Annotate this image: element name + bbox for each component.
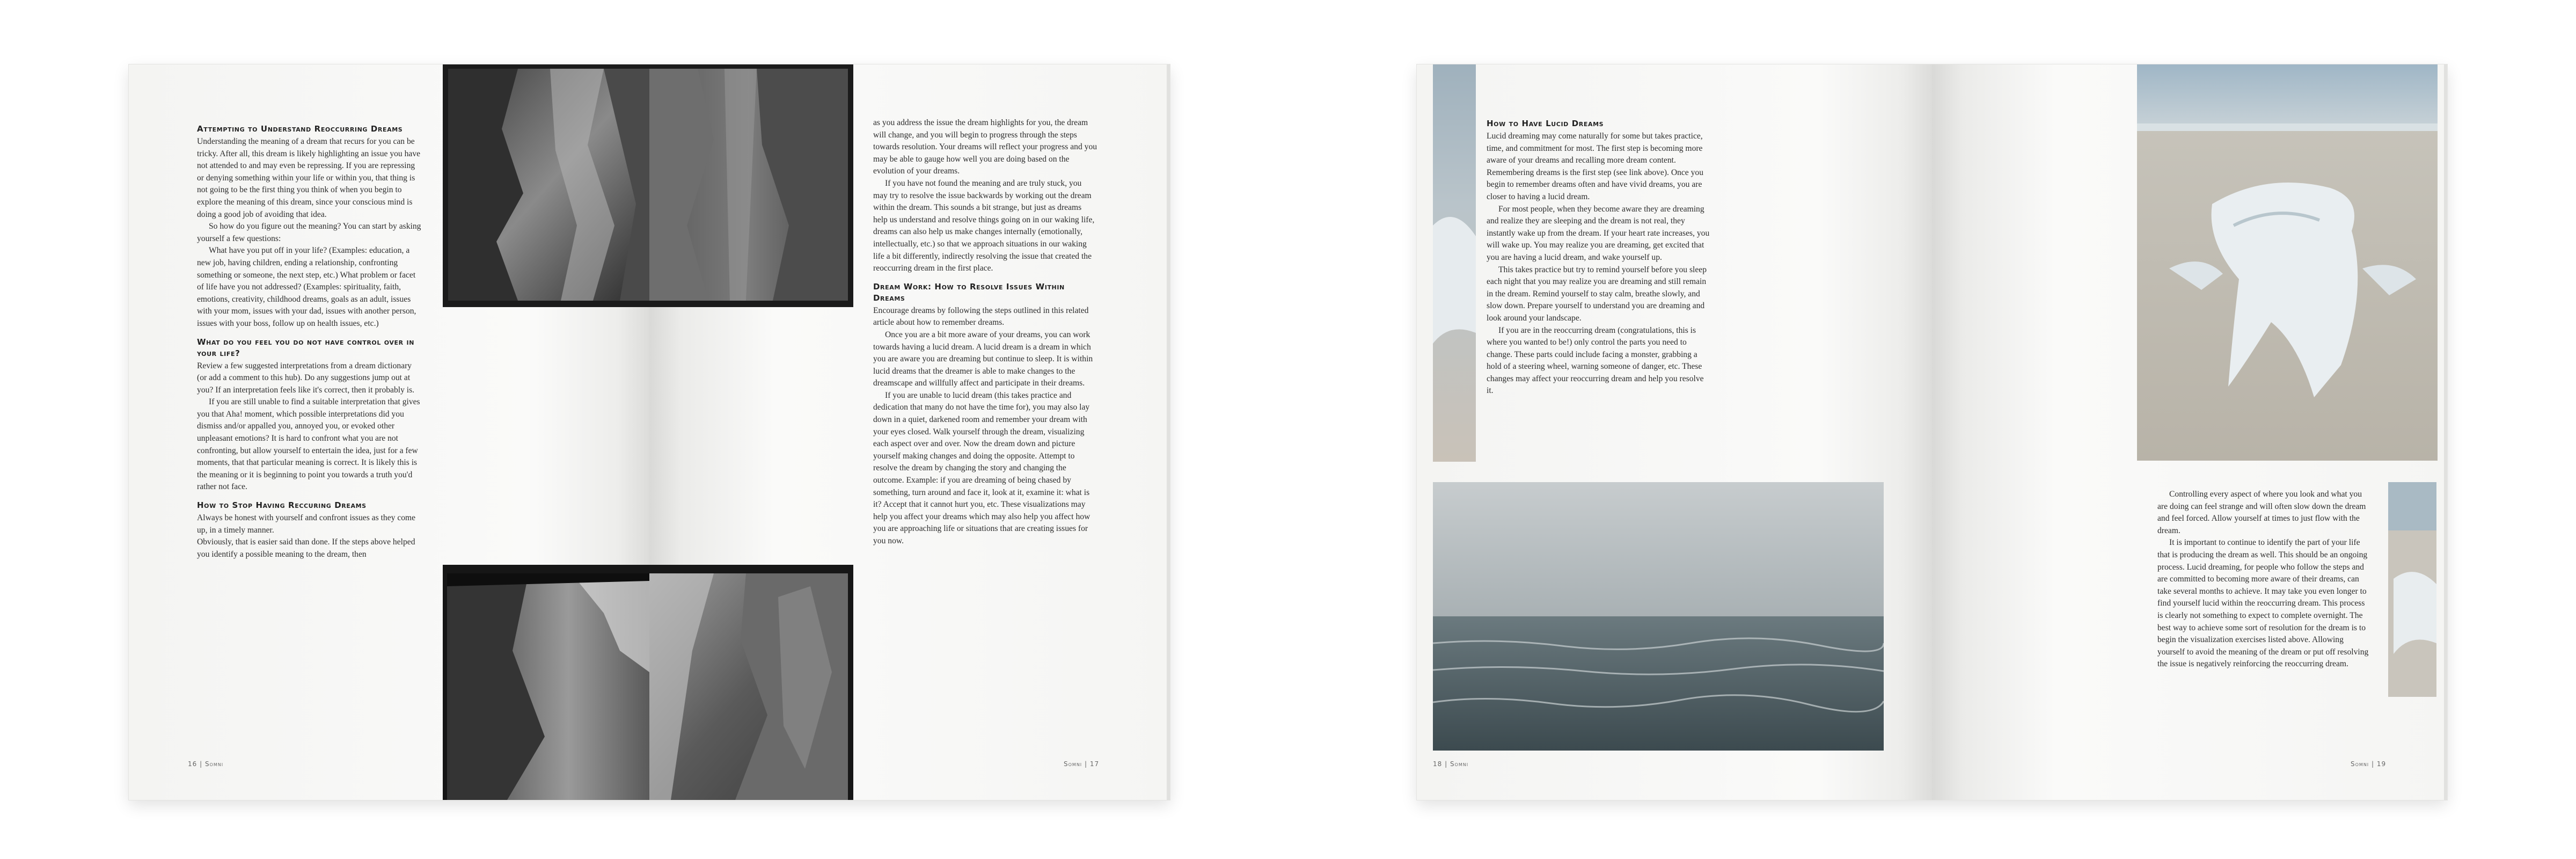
section-heading: How to Have Lucid Dreams (1487, 119, 1604, 128)
page-19 (1932, 64, 2447, 800)
body-paragraph: Once you are a bit more aware of your dreams, you can work towards having a lucid dream. A lucid dream is a dream in which you are aware you are dreaming but continue to sleep. It is within lucid dreams that the dreamer is able to make changes to the dreamscape and willfully affect and participate in their dreams. (873, 330, 1093, 388)
text-column-page-16 (197, 123, 422, 560)
text-column-page-18 (1487, 118, 1712, 397)
page-edge (1167, 64, 1170, 800)
page-17 (649, 64, 1170, 800)
page-18 (1417, 64, 1932, 800)
ocean-photo (1433, 482, 1884, 751)
canyon-photo-top-left-half (443, 64, 649, 307)
canyon-photo-top-right-half (649, 64, 853, 307)
folio-page-18: 18 | Somni (1433, 760, 1469, 768)
section-heading: How to Stop Having Reccuring Dreams (197, 500, 367, 511)
text-column-page-19 (2157, 489, 2372, 671)
page-edge (2444, 64, 2447, 800)
body-paragraph: as you address the issue the dream highlights for you, the dream will change, and you will begin to progress through the steps towards resolution. Your dreams will reflect your progress and you may be able to gauge how well you are doing based on the evolution of your dreams. (873, 118, 1097, 176)
magazine-spread-left (129, 64, 1170, 800)
body-paragraph: If you are unable to lucid dream (this takes practice and dedication that many do not have the time for), you may also lay down in a quiet, darkened room and remember your dream with your eyes closed. Walk yourself through the dream, visualizing each aspect over and over. Now the dream down and picture yourself making changes and doing the opposite. Attempt to resolve the dream by changing the story and changing the outcome. Example: if you are dreaming of being chased by something, turn around and face it, look at it, examine it: what is it? Accept that it cannot hurt you, etc. These visualizations may help you affect your dreams which may also help you affect how you are approaching life or situations that are creating issues for you now. (873, 390, 1091, 545)
body-paragraph: Obviously, that is easier said than done. If the steps above helped you identify a possible meaning to the dream, then (197, 537, 415, 559)
beach-photo-strip-right (2388, 482, 2436, 697)
body-paragraph: Encourage dreams by following the steps outlined in this related article about how to remember dreams. (873, 305, 1089, 327)
canyon-photo-bottom-right-half (649, 565, 853, 800)
text-column-page-17 (873, 117, 1097, 548)
body-paragraph: For most people, when they become aware they are dreaming and realize they are sleeping and the dream is not real, they instantly wake up from the dream. If your heart rate increases, you will wake up. You may realize you are dreaming, get excited that you are having a lucid dream, and wake yourself up. (1487, 204, 1710, 262)
canyon-photo-bottom-left-half (443, 565, 649, 800)
magazine-spread-right (1417, 64, 2447, 800)
body-paragraph: Review a few suggested interpretations from a dream dictionary (or add a comment to this hub). Do any suggestions jump out at you? If an interpretation feels like it's correct, then it probably is. (197, 361, 415, 395)
body-paragraph: So how do you figure out the meaning? You can start by asking yourself a few questions: (197, 222, 421, 243)
body-paragraph: If you are in the reoccurring dream (congratulations, this is where you wanted to be!) only control the parts you need to change. These parts could include facing a monster, grabbing a hold of a steering wheel, warning someone of danger, etc. These changes may affect your reoccurring dream and help you resolve it. (1487, 325, 1704, 396)
body-paragraph: Always be honest with yourself and confront issues as they come up, in a timely manner. (197, 513, 416, 535)
folio-page-16: 16 | Somni (188, 760, 224, 768)
body-paragraph: Controlling every aspect of where you look and what you are doing can feel strange and will often slow down the dream and feel forced. Allow yourself at times to just flow with the dream. (2157, 490, 2366, 535)
body-paragraph: Understanding the meaning of a dream that recurs for you can be tricky. After all, this dream is likely highlighting an issue you have not attended to and may even be repressing. If you are repressing or denying something within your life or within you, that thing is not going to be the first thing you think of when you begin to explore the meaning of this dream, since your conscious mind is doing a good job of avoiding that idea. (197, 137, 421, 219)
page-16 (129, 64, 649, 800)
vertebra-on-beach-photo (2137, 64, 2438, 461)
folio-page-17: Somni | 17 (1064, 760, 1100, 768)
folio-page-19: Somni | 19 (2351, 760, 2387, 768)
body-paragraph: If you have not found the meaning and are truly stuck, you may try to resolve the issue backwards by working out the dream within the dream. This sounds a bit strange, but just as dreams help us understand and resolve things going on in our waking life, dreams can also help us make changes internally (emotionally, intellectually, etc.) so that we approach situations in our waking life a bit differently, indirectly resolving the issue that created the reoccurring dream in the first place. (873, 178, 1095, 273)
body-paragraph: Lucid dreaming may come naturally for some but takes practice, time, and commitment for most. The first step is becoming more aware of your dreams and recalling more dream content. Remembering dreams is the first step (see link above). Once you begin to remember dreams often and have vivid dreams, you are closer to having a lucid dream. (1487, 132, 1704, 201)
section-heading: What do you feel you do not have control over in your life? (197, 337, 415, 358)
body-paragraph: What have you put off in your life? (Examples: education, a new job, having children, ending a relationship, confronting something or someone, the next step, etc.) What problem or facet of life have you not addressed? (Examples: spirituality, faith, emotions, creativity, childhood dreams, goals as an adult, issues with your mom, issues with your dad, issues with another person, issues with your boss, follow up on health issues, etc.) (197, 246, 416, 328)
section-heading: Attempting to Understand Reoccurring Dreams (197, 124, 403, 134)
body-paragraph: This takes practice but try to remind yourself before you sleep each night that you may realize you are dreaming and still remain in the dream. Remind yourself to stay calm, breathe slowly, and slow down. Prepare yourself to understand you are dreaming and look around your landscape. (1487, 265, 1707, 323)
body-paragraph: It is important to continue to identify the part of your life that is producing the dream as well. This should be an ongoing process. Lucid dreaming, for people who follow the steps and are committed to becoming more aware of their dreams, can take several months to achieve. It may take you even longer to find yourself lucid within the reoccurring dream. This process is clearly not something to expect to complete overnight. The best way to achieve some sort of resolution for the dream is to begin the visualization exercises listed above. Allowing yourself to avoid the meaning of the dream or put off resolving the issue is negatively reinforcing the reoccurring dream. (2157, 538, 2369, 669)
section-heading: Dream Work: How to Resolve Issues Within Dreams (873, 281, 1065, 303)
body-paragraph: If you are still unable to find a suitable interpretation that gives you that Aha! moment, which possible interpretations did you dismiss and/or appalled you, annoyed you, or evoked other unpleasant emotions? It is hard to confront what you are not confronting, but allow yourself to entertain the idea, just for a few moments, that that particular meaning is correct. It is likely this is the meaning or it is beginning to point you towards a truth you'd rather not face. (197, 397, 420, 492)
beach-photo-strip (1433, 64, 1476, 462)
